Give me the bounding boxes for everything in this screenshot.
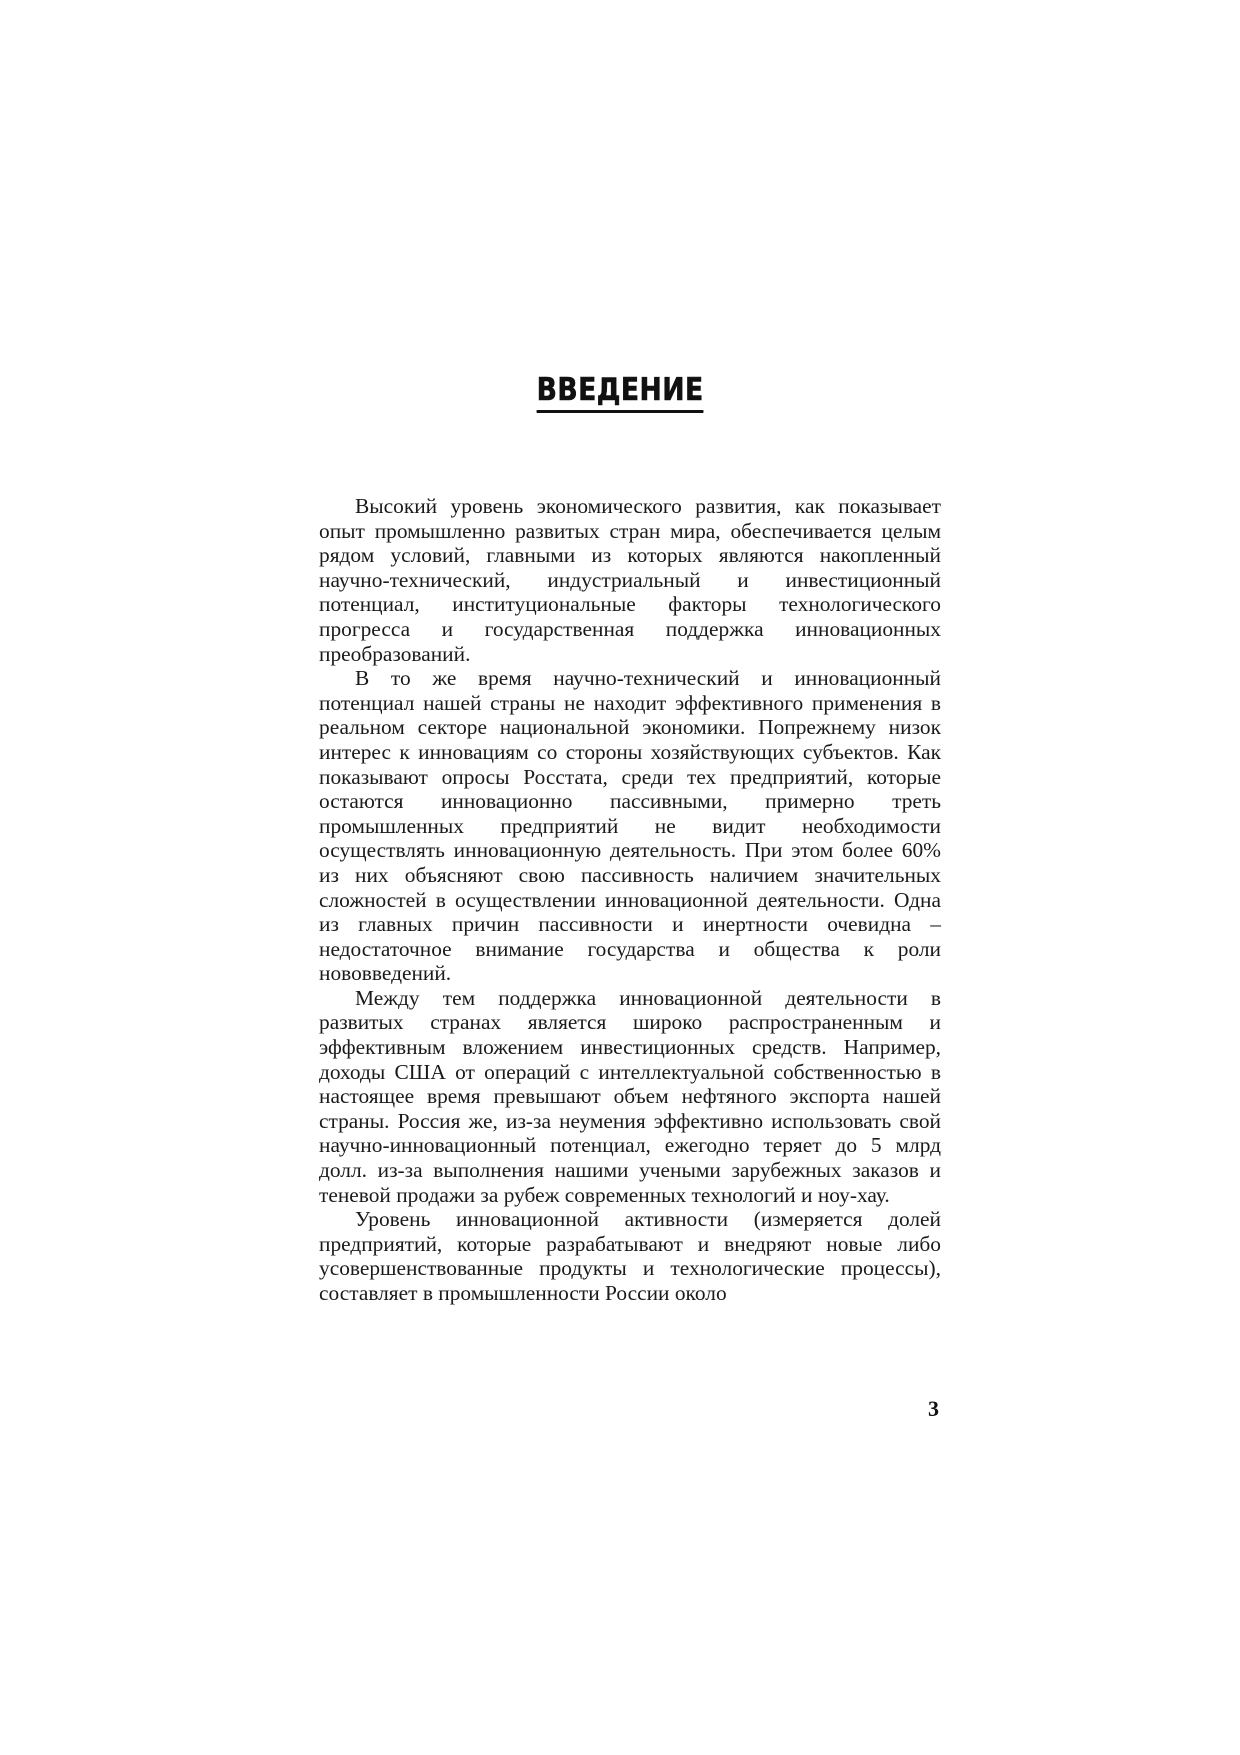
paragraph-3: Между тем поддержка инновационной деятельности в развитых странах является широко распространенным и эффективным вложением инвестиционных средств. Например, доходы США от операций с интеллектуальной собственностью в настоящее время превышают объем нефтяного экспорта нашей страны. Россия же, из-за неумения эффективно использовать свой научно-инновационный потенциал, ежегодно теряет до 5 млрд долл. из-за выполнения нашими учеными зарубежных заказов и теневой продажи за рубеж современных технологий и ноу-хау. [319,985,941,1207]
chapter-heading [0,372,1240,413]
page-number: 3 [928,1396,939,1421]
paragraph-4: Уровень инновационной активности (измеряется долей предприятий, которые разрабатывают и внедряют новые либо усовершенствованные продукты и технологические процессы), составляет в промышленности России около [319,1207,941,1305]
body-text [319,494,941,1306]
paragraph-1: Высокий уровень экономического развития, как показывает опыт промышленно развитых стран мира, обеспечивается целым рядом условий, главными из которых являются накопленный научно-технический, индустриальный и инвестиционный потенциал, институциональные факторы технологического прогресса и государственная поддержка инновационных преобразований. [319,494,941,666]
paragraph-2: В то же время научно-технический и инновационный потенциал нашей страны не находит эффективного применения в реальном секторе национальной экономики. Попрежнему низок интерес к инновациям со стороны хозяйствующих субъектов. Как показывают опросы Росстата, среди тех предприятий, которые остаются инновационно пассивными, примерно треть промышленных предприятий не видит необходимости осуществлять инновационную деятельность. При этом более 60% из них объясняют свою пассивность наличием значительных сложностей в осуществлении инновационной деятельности. Одна из главных причин пассивности и инертности очевидна – недостаточное внимание государства и общества к роли нововведений. [319,666,941,986]
chapter-title: ВВЕДЕНИЕ [536,372,703,413]
